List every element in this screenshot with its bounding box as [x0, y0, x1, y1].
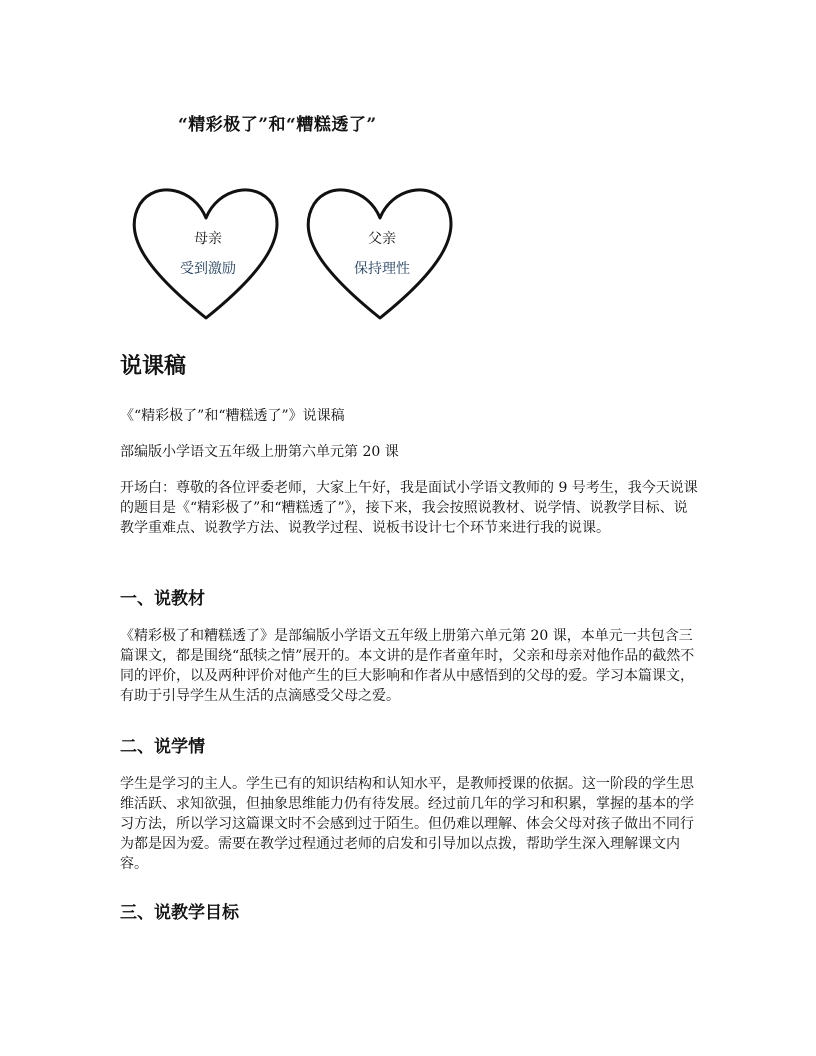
section-heading-students: 二、说学情 [120, 737, 205, 757]
section-heading-objectives: 三、说教学目标 [120, 903, 239, 923]
heart-diagram [128, 182, 458, 324]
section-heading-textbook: 一、说教材 [120, 589, 205, 609]
heart-right-text [322, 228, 442, 278]
heart-left-text [148, 228, 268, 278]
heart-left-sub: 受到激励 [180, 261, 236, 277]
doc-title-line: 《“精彩极了”和“糟糕透了”》说课稿 [120, 408, 345, 424]
section-body-textbook: 《精彩极了和糟糕透了》是部编版小学语文五年级上册第六单元第 20 课，本单元一共包含三篇课文，都是围绕“舐犊之情”展开的。本文讲的是作者童年时，父亲和母亲对他作品的截然不同的评价，以及两种评价对他产生的巨大影响和作者从中感悟到的父母的爱。学习本篇课文，有助于引导学生从生活的点滴感受父母之爱。 [120, 628, 695, 704]
heart-left-name: 母亲 [194, 231, 222, 247]
intro-paragraph: 开场白：尊敬的各位评委老师，大家上午好，我是面试小学语文教师的 9 号考生，我今天说课的题目是《“精彩极了”和“糟糕透了”》，接下来，我会按照说教材、说学情、说教学目标、说教学重难点、说教学方法、说教学过程、说板书设计七个环节来进行我的说课。 [120, 480, 698, 536]
board-title: “精彩极了”和“糟糕透了” [178, 115, 377, 135]
section-body-students: 学生是学习的主人。学生已有的知识结构和认知水平，是教师授课的依据。这一阶段的学生思维活跃、求知欲强，但抽象思维能力仍有待发展。经过前几年的学习和积累，掌握的基本的学习方法，所以学习这篇课文时不会感到过于陌生。但仍难以理解、体会父母对孩子做出不同行为都是因为爱。需要在教学过程通过老师的启发和引导加以点拨，帮助学生深入理解课文内容。 [120, 776, 694, 872]
document-heading: 说课稿 [120, 354, 187, 379]
heart-right-sub: 保持理性 [354, 261, 410, 277]
doc-source-line: 部编版小学语文五年级上册第六单元第 20 课 [120, 444, 399, 460]
heart-right-name: 父亲 [368, 231, 396, 247]
